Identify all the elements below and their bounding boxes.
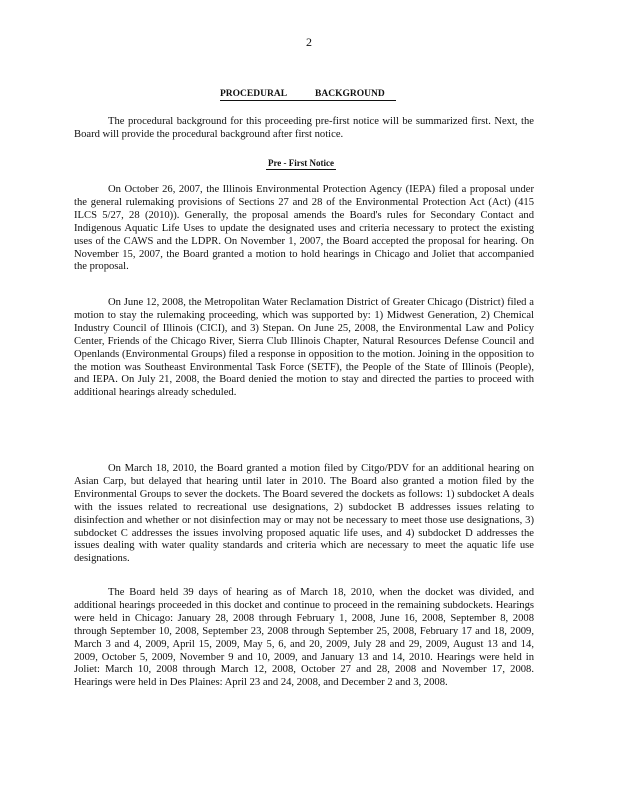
section-heading-part2: BACKGROUND bbox=[315, 89, 385, 99]
paragraph-subdockets: On March 18, 2010, the Board granted a motion filed by Citgo/PDV for an additional hearing on Asian Carp, but delayed that hearing until later in 2010. The Board also granted a motion filed by the Environmental Groups to sever the dockets. The Board severed the dockets as follows: 1) subdocket A deals with the issues related to recreational use designations, 2) subdocket B addresses issues relating to disinfection and whether or not disinfection may or may not be necessary to meet those use designations, 3) subdocket C addresses the issues involving proposed aquatic life uses, and 4) subdocket D addresses the issues dealing with water quality standards and criteria which are necessary to meet the aquatic life use designations. bbox=[74, 463, 534, 565]
subheading-pre-first-notice: Pre - First Notice bbox=[267, 158, 335, 168]
page-number: 2 bbox=[306, 35, 312, 49]
paragraph-hearings: The Board held 39 days of hearing as of March 18, 2010, when the docket was divided, and additional hearings proceeded in this docket and continue to proceed in the remaining subdockets. Hearings were held in Chicago: January 28, 2008 through February 1, 2008, June 16, 2008, September 8, 2008 through September 10, 2008, September 23, 2008 through September 25, 2008, February 17 and 18, 2009, March 3 and 4, 2009, April 15, 2009, May 5, 6, and 20, 2009, July 28 and 29, 2009, August 13 and 14, 2009, October 5, 2009, November 9 and 10, 2009, and January 13 and 14, 2010. Hearings were held in Joliet: March 10, 2008 through March 12, 2008, October 27 and 28, 2008 and November 17, 2008. Hearings were held in Des Plaines: April 23 and 24, 2008, and December 2 and 3, 2008. bbox=[74, 587, 534, 689]
section-heading bbox=[220, 89, 396, 101]
section-heading-part1: PROCEDURAL bbox=[220, 89, 288, 99]
intro-paragraph: The procedural background for this proceeding pre-first notice will be summarized first. Next, the Board will provide the procedural background after first notice. bbox=[74, 116, 534, 140]
paragraph-iepa-proposal: On October 26, 2007, the Illinois Environmental Protection Agency (IEPA) filed a proposal under the general rulemaking provisions of Sections 27 and 28 of the Environmental Protection Act (Act) (415 ILCS 5/27, 28 (2010)). Generally, the proposal amends the Board's rules for Secondary Contact and Indigenous Aquatic Life Uses to update the designated uses and criteria necessary to protect the existing uses of the CAWS and the LDPR. On November 1, 2007, the Board accepted the proposal for hearing. On November 15, 2007, the Board granted a motion to hold hearings in Chicago and Joliet that accompanied the proposal. bbox=[74, 184, 534, 273]
paragraph-motion-to-stay: On June 12, 2008, the Metropolitan Water Reclamation District of Greater Chicago (District) filed a motion to stay the rulemaking proceeding, which was supported by: 1) Midwest Generation, 2) Chemical Industry Council of Illinois (CICI), and 3) Stepan. On June 25, 2008, the Environmental Law and Policy Center, Friends of the Chicago River, Sierra Club Illinois Chapter, Natural Resources Defense Council and Openlands (Environmental Groups) filed a response in opposition to the motion. Joining in the opposition to the motion was Southeast Environmental Task Force (SETF), the People of the State of Illinois (People), and IEPA. On July 21, 2008, the Board denied the motion to stay and directed the parties to proceed with additional hearings already scheduled. bbox=[74, 297, 534, 399]
